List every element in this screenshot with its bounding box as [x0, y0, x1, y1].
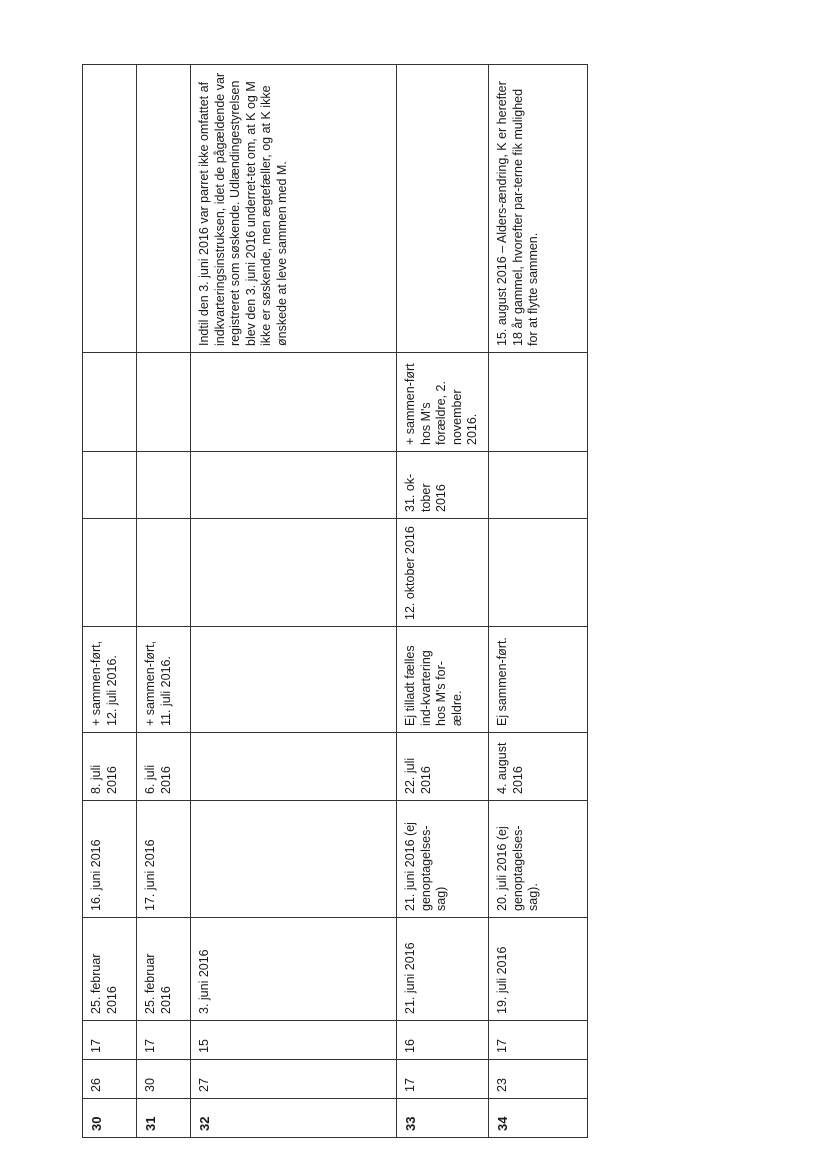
cell-date-g: 12. oktober 2016 [397, 519, 489, 627]
case-number: 33 [397, 1099, 489, 1138]
cell-age-b: 16 [397, 1021, 489, 1060]
cell-date-e: 6. juli 2016 [137, 733, 191, 801]
cell-date-h [489, 452, 588, 519]
cell-note-j: Indtil den 3. juni 2016 var parret ikke omfattet af indkvarteringsinstruksen, idet de pågældende var registreret som søskende. Udlændingestyrelsen blev den 3. juni 2016 underret-tet om, at K og M ikke er søskende, men ægtefæller, og at K ikke ønskede at leve sammen med M. [191, 65, 397, 353]
cell-date-h [191, 452, 397, 519]
cell-age-b: 17 [83, 1021, 137, 1060]
table-row [489, 65, 588, 1138]
cell-age-b: 15 [191, 1021, 397, 1060]
case-number: 31 [137, 1099, 191, 1138]
cell-outcome-f: + sammen-ført, 11. juli 2016. [137, 627, 191, 733]
cell-date-h [137, 452, 191, 519]
cell-date-g [489, 519, 588, 627]
cell-date-g [137, 519, 191, 627]
rotated-table-wrapper [82, 65, 587, 1138]
cell-date-c: 21. juni 2016 [397, 918, 489, 1021]
cell-outcome-i: + sammen-ført hos M's forældre, 2. november 2016. [397, 353, 489, 452]
cell-outcome-i [489, 353, 588, 452]
cell-outcome-f: + sammen-ført, 12. juli 2016. [83, 627, 137, 733]
table-row [191, 65, 397, 1138]
cell-date-c: 3. juni 2016 [191, 918, 397, 1021]
cell-date-d [191, 801, 397, 918]
cell-date-g [83, 519, 137, 627]
cell-date-e: 4. august 2016 [489, 733, 588, 801]
case-number: 32 [191, 1099, 397, 1138]
cell-date-e [191, 733, 397, 801]
case-table [82, 64, 588, 1138]
cell-note-j: 15. august 2016 – Alders-ændring, K er herefter 18 år gammel, hvorefter par-terne fik mulighed for at flytte sammen. [489, 65, 588, 353]
cell-outcome-f [191, 627, 397, 733]
cell-date-g [191, 519, 397, 627]
table-row [137, 65, 191, 1138]
cell-age-b: 17 [489, 1021, 588, 1060]
cell-outcome-i [191, 353, 397, 452]
cell-note-j [83, 65, 137, 353]
cell-outcome-f: Ej sammen-ført. [489, 627, 588, 733]
cell-note-j [137, 65, 191, 353]
cell-note-j [397, 65, 489, 353]
cell-age-a: 26 [83, 1060, 137, 1099]
cell-date-e: 8. juli 2016 [83, 733, 137, 801]
cell-age-a: 17 [397, 1060, 489, 1099]
cell-date-d: 16. juni 2016 [83, 801, 137, 918]
cell-outcome-i [137, 353, 191, 452]
cell-date-d: 21. juni 2016 (ej genoptagelses-sag) [397, 801, 489, 918]
cell-date-c: 25. februar 2016 [83, 918, 137, 1021]
case-number: 30 [83, 1099, 137, 1138]
cell-outcome-f: Ej tilladt fælles ind-kvartering hos M's for-ældre. [397, 627, 489, 733]
cell-age-a: 30 [137, 1060, 191, 1099]
cell-age-a: 23 [489, 1060, 588, 1099]
table-row [397, 65, 489, 1138]
cell-date-c: 19. juli 2016 [489, 918, 588, 1021]
cell-date-c: 25. februar 2016 [137, 918, 191, 1021]
case-number: 34 [489, 1099, 588, 1138]
cell-age-a: 27 [191, 1060, 397, 1099]
cell-age-b: 17 [137, 1021, 191, 1060]
cell-outcome-i [83, 353, 137, 452]
table-row [83, 65, 137, 1138]
cell-date-d: 20. juli 2016 (ej genoptagelses-sag). [489, 801, 588, 918]
cell-date-d: 17. juni 2016 [137, 801, 191, 918]
cell-date-e: 22. juli 2016 [397, 733, 489, 801]
cell-date-h: 31. ok-tober 2016 [397, 452, 489, 519]
cell-date-h [83, 452, 137, 519]
